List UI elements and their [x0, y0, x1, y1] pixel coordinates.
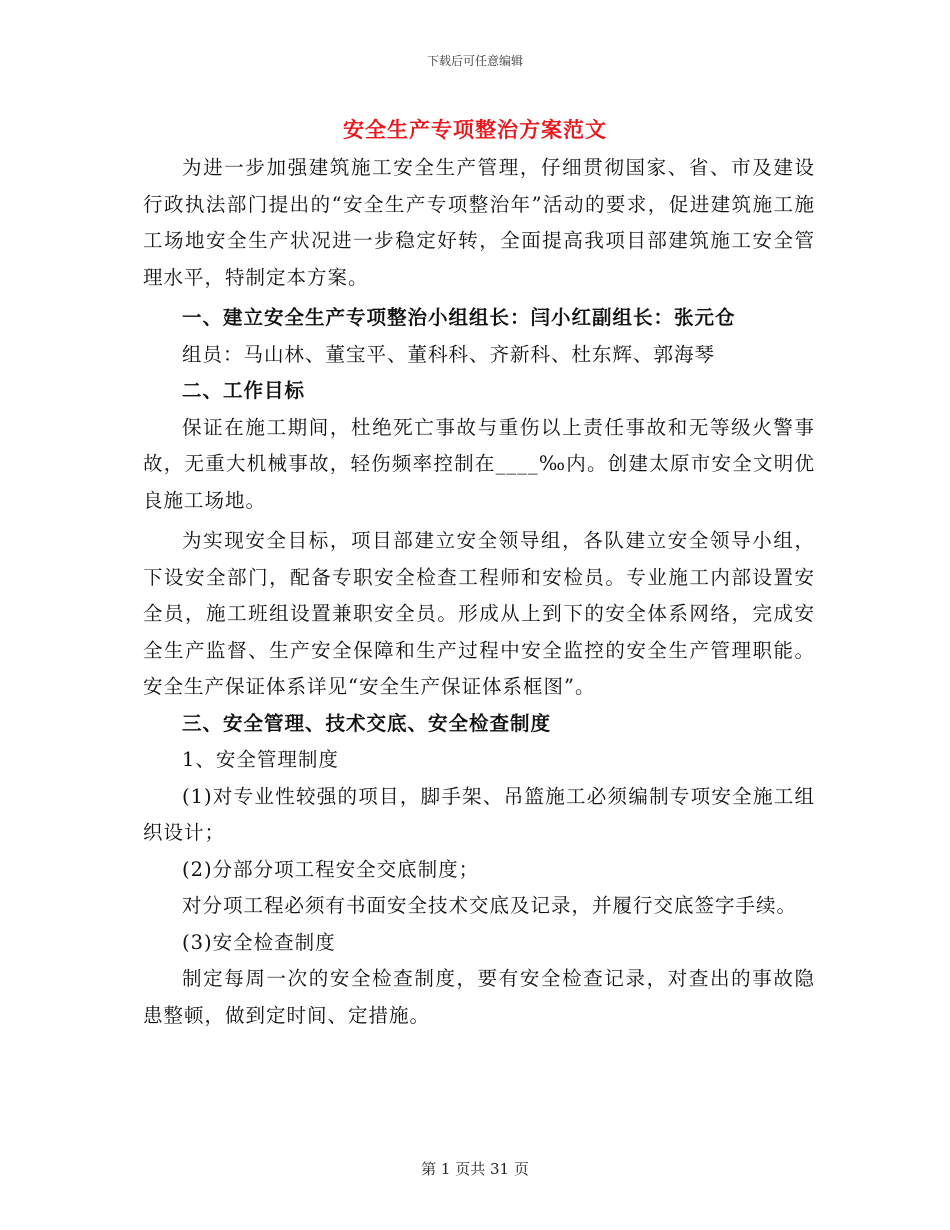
- organization-paragraph: 为实现安全目标，项目部建立安全领导组，各队建立安全领导小组，下设安全部门，配备专职安全检查工程师和安检员。专业施工内部设置安全员，施工班组设置兼职安全员。形成从上到下的安全体系网络，完成安全生产监督、生产安全保障和生产过程中安全监控的安全生产管理职能。安全生产保证体系详见“安全生产保证体系框图”。: [143, 529, 815, 698]
- item1-paragraph: (1)对专业性较强的项目，脚手架、吊篮施工必须编制专项安全施工组织设计；: [143, 784, 815, 844]
- item3-paragraph: (3)安全检查制度: [182, 930, 336, 954]
- intro-paragraph: 为进一步加强建筑施工安全生产管理，仔细贯彻国家、省、市及建设行政执法部门提出的“安全生产专项整治年”活动的要求，促进建筑施工施工场地安全生产状况进一步稳定好转，全面提高我项目部建筑施工安全管理水平，特制定本方案。: [143, 156, 815, 289]
- page-footer: 第 1 页共 31 页: [421, 1160, 529, 1178]
- item3-detail-paragraph: 制定每周一次的安全检查制度，要有安全检查记录，对查出的事故隐患整顿，做到定时间、定措施。: [143, 967, 815, 1027]
- goal-paragraph: 保证在施工期间，杜绝死亡事故与重伤以上责任事故和无等级火警事故，无重大机械事故，轻伤频率控制在____‰内。创建太原市安全文明优良施工场地。: [143, 415, 815, 512]
- members-paragraph: 组员：马山林、董宝平、董科科、齐新科、杜东辉、郭海琴: [182, 342, 716, 366]
- sub1-heading: 1、安全管理制度: [182, 748, 339, 771]
- document-body: [143, 150, 815, 1034]
- section3-heading: 三、安全管理、技术交底、安全检查制度: [182, 711, 552, 735]
- section1-heading: 一、建立安全生产专项整治小组组长：闫小红副组长：张元仓: [182, 306, 736, 329]
- document-title: 安全生产专项整治方案范文: [343, 117, 607, 142]
- item2-paragraph: (2)分部分项工程安全交底制度；: [182, 857, 480, 881]
- section2-heading: 二、工作目标: [182, 379, 306, 402]
- item2-detail-paragraph: 对分项工程必须有书面安全技术交底及记录，并履行交底签字手续。: [182, 894, 798, 917]
- header-note: 下载后可任意编辑: [426, 54, 523, 68]
